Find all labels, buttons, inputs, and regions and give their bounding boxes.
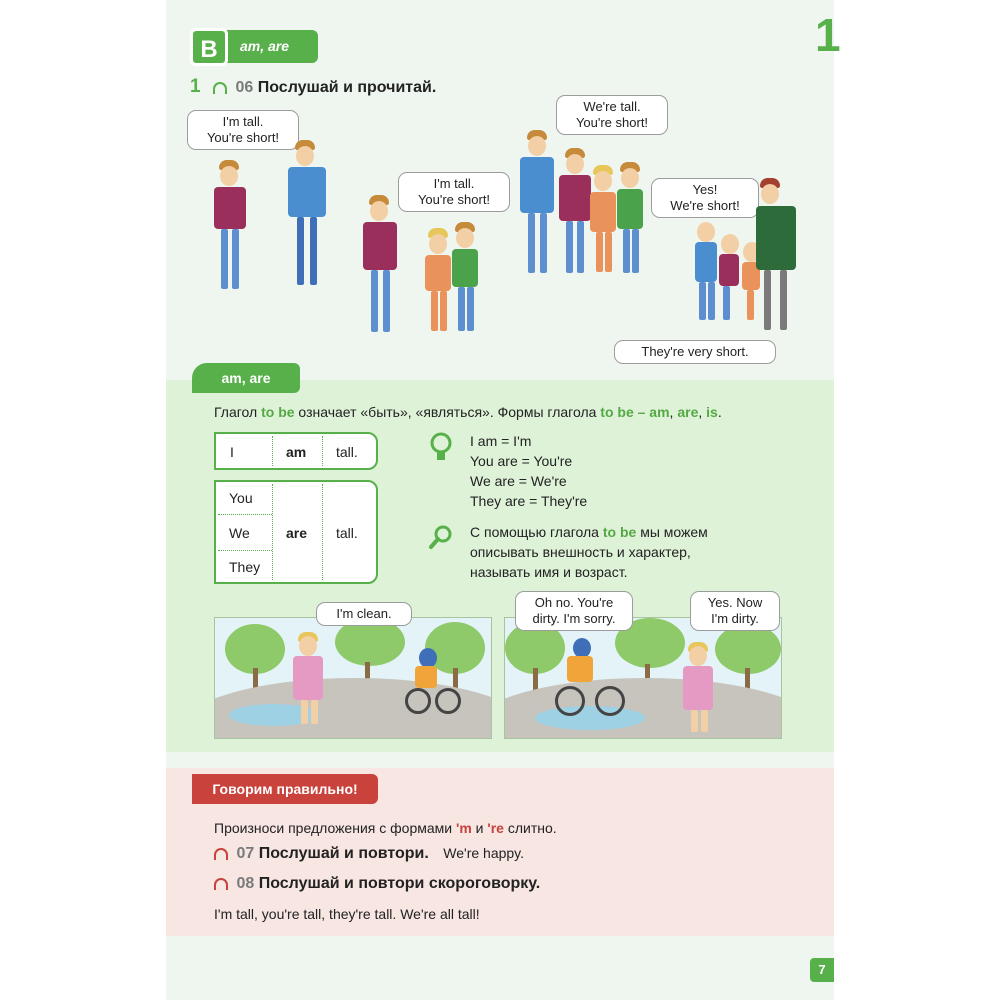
bubble-text: I'm dirty.: [711, 611, 759, 626]
pronunciation-rule: [214, 820, 557, 836]
intro-text: ,: [669, 404, 678, 420]
table-subject: You: [229, 490, 253, 506]
intro-text: Глагол: [214, 404, 262, 420]
intro-text: ,: [698, 404, 707, 420]
intro-highlight: to be – am: [600, 404, 670, 420]
exercise-instruction: Послушай и прочитай.: [257, 79, 437, 96]
table-divider: [272, 436, 273, 466]
table-divider: [322, 484, 323, 580]
bubble-text: We're short!: [670, 198, 740, 213]
bubble-text: You're short!: [575, 115, 649, 130]
exercise-number: 1: [190, 76, 201, 97]
bubble-text: We're tall.: [583, 99, 641, 114]
speech-bubble-4: [651, 178, 759, 218]
grammar-tab: am, are: [192, 363, 300, 393]
contraction-item: We are = We're: [470, 473, 567, 489]
exercise-sample: We're happy.: [443, 845, 525, 861]
bubble-text: Oh no. You're: [534, 595, 614, 610]
track-number: 07: [236, 845, 255, 862]
scene-bubble-3: [690, 591, 780, 631]
note-text: мы можем: [636, 524, 708, 540]
contraction-item: You are = You're: [470, 453, 573, 469]
headphones-icon: [214, 878, 228, 890]
note-text: называть имя и возраст.: [470, 564, 628, 580]
intro-text: .: [717, 404, 722, 420]
contraction-item: I am = I'm: [470, 433, 532, 449]
grammar-note: [470, 522, 708, 582]
scene-bubble-1: [316, 602, 412, 626]
bubble-text: I'm clean.: [336, 606, 392, 621]
speech-bubble-3: [556, 95, 668, 135]
headphones-icon: [213, 82, 227, 94]
track-number: 08: [236, 875, 255, 892]
intro-highlight: is: [706, 404, 718, 420]
rule-text: слитно.: [503, 820, 557, 836]
exercise-instruction: Послушай и повтори скороговорку.: [258, 875, 541, 892]
bubble-text: dirty. I'm sorry.: [532, 611, 616, 626]
park-scene-clean: [214, 617, 492, 739]
note-highlight: to be: [602, 524, 637, 540]
bubble-text: You're short!: [206, 130, 280, 145]
exercise-1-heading: [190, 76, 436, 98]
exercise-8: [214, 875, 540, 893]
speech-bubble-2: [398, 172, 510, 212]
table-verb: am: [286, 444, 307, 460]
table-divider: [322, 436, 323, 466]
table-divider: [272, 484, 273, 580]
tongue-twister: I'm tall, you're tall, they're tall. We're all tall!: [214, 906, 480, 922]
table-adjective: tall.: [336, 444, 358, 460]
grammar-intro: [214, 404, 722, 420]
page-number: 7: [810, 958, 834, 982]
headphones-icon: [214, 848, 228, 860]
bubble-text: Yes. Now: [707, 595, 763, 610]
note-text: С помощью глагола: [470, 524, 603, 540]
pronunciation-tab: Говорим правильно!: [192, 774, 378, 804]
exercise-instruction: Послушай и повтори.: [258, 845, 429, 862]
rule-highlight: 'm: [455, 820, 472, 836]
lightbulb-icon: [430, 432, 452, 469]
section-title: am, are: [240, 38, 290, 54]
table-subject: I: [230, 444, 234, 460]
bubble-text: Yes!: [692, 182, 718, 197]
table-subject: We: [229, 525, 250, 541]
section-letter: B: [190, 28, 228, 66]
table-subject: They: [229, 559, 261, 575]
intro-highlight: to be: [261, 404, 295, 420]
magnifier-icon: [428, 524, 454, 555]
contractions-list: [470, 431, 587, 511]
table-row-divider: [218, 550, 272, 551]
intro-text: означает «быть», «являться». Формы глагола: [294, 404, 601, 420]
rule-highlight: 're: [487, 820, 504, 836]
unit-number: 1: [815, 9, 841, 61]
table-row-divider: [218, 514, 272, 515]
park-scene-dirty: [504, 617, 782, 739]
bubble-text: They're very short.: [641, 344, 749, 359]
exercise-7: [214, 845, 524, 863]
bubble-text: I'm tall.: [222, 114, 264, 129]
bubble-text: I'm tall.: [433, 176, 475, 191]
speech-bubble-1: [187, 110, 299, 150]
note-text: описывать внешность и характер,: [470, 544, 691, 560]
bubble-text: You're short!: [417, 192, 491, 207]
rule-text: Произноси предложения с формами: [214, 820, 456, 836]
table-verb: are: [286, 525, 308, 541]
rule-text: и: [471, 820, 488, 836]
track-number: 06: [235, 79, 254, 96]
speech-bubble-5: [614, 340, 776, 364]
intro-highlight: are: [677, 404, 699, 420]
table-adjective: tall.: [336, 525, 358, 541]
scene-bubble-2: [515, 591, 633, 631]
contraction-item: They are = They're: [470, 493, 588, 509]
